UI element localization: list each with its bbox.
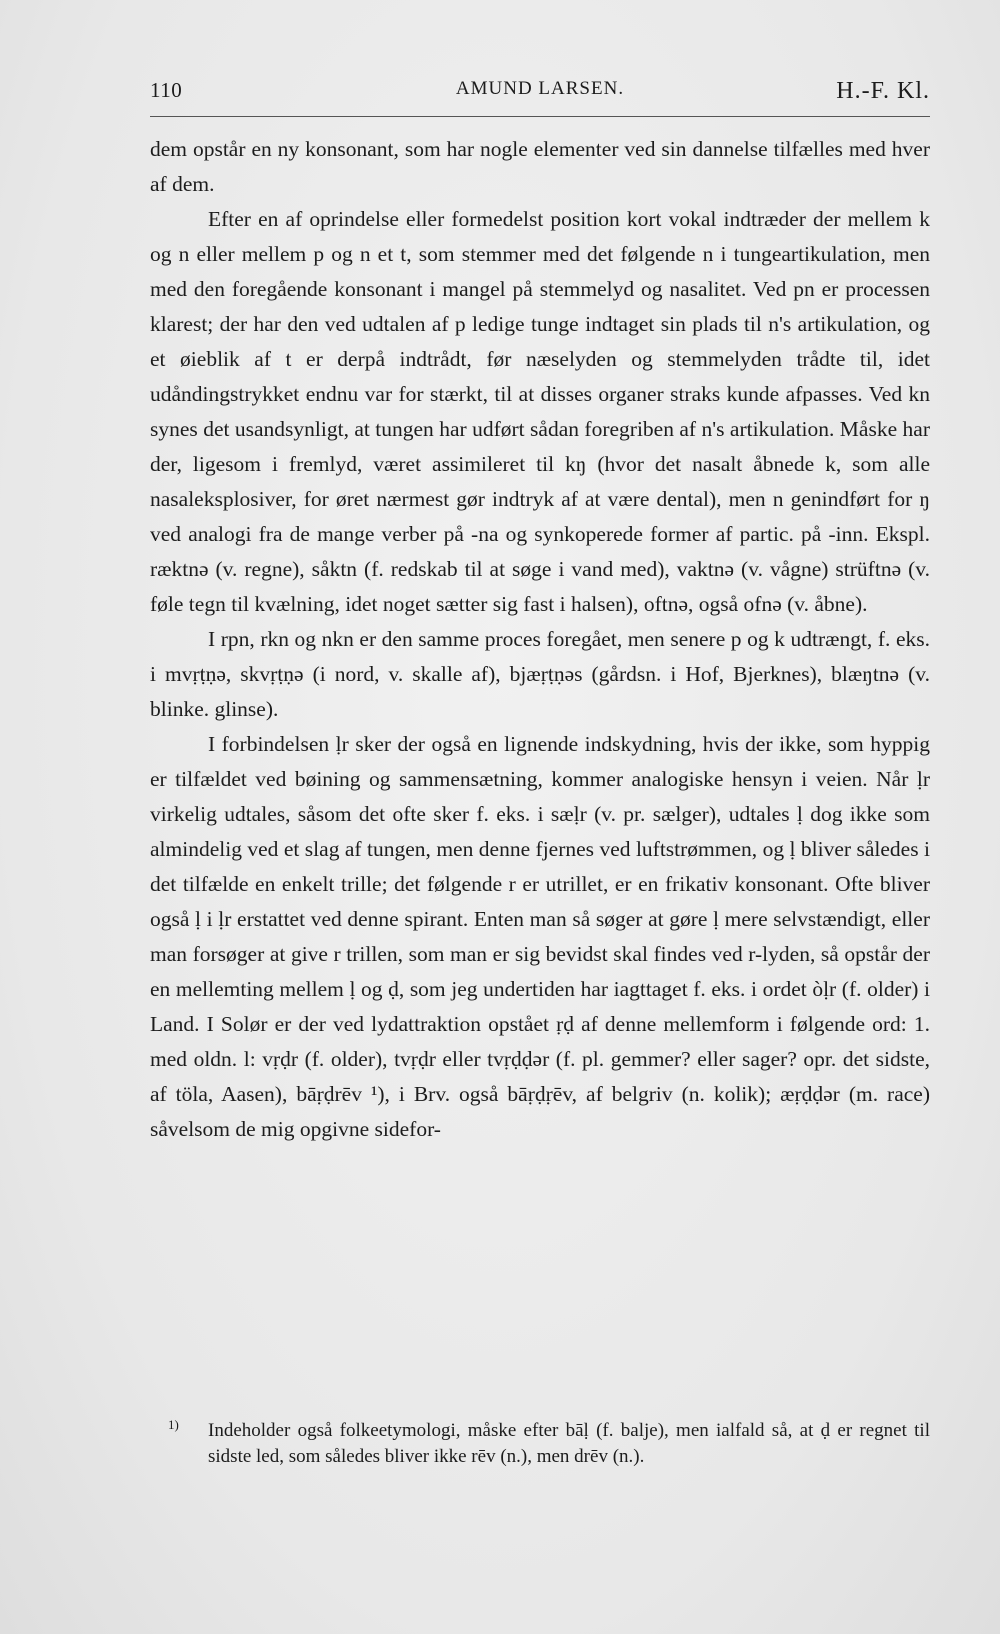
- running-title: AMUND LARSEN.: [455, 78, 625, 99]
- body-text: [150, 132, 930, 1147]
- series-label: H.-F. Kl.: [836, 78, 930, 104]
- paragraph: dem opstår en ny konsonant, som har nogle elementer ved sin dannelse tilfælles med hver af dem.: [150, 137, 930, 196]
- paragraph: I forbindelsen ḷr sker der også en lignende indskydning, hvis der ikke, som hyppig er tilfældet ved bøining og sammensætning, kommer analogiske hensyn i veien. Når ḷr virkelig udtales, såsom det ofte sker f. eks. i sæḷr (v. pr. sælger), udtales ḷ dog ikke som almindelig ved et slag af tungen, men denne fjernes ved luftstrømmen, og ḷ bliver således i det tilfælde en enkelt trille; det følgende r er utrillet, er en frikativ konsonant. Ofte bliver også ḷ i ḷr erstattet ved denne spirant. Enten man så søger at gøre ḷ mere selvstændigt, eller man forsøger at give r trillen, som man er sig bevidst skal findes ved r-lyden, så opstår der en mellemting mellem ḷ og ḍ, som jeg undertiden har iagttaget f. eks. i ordet òḷr (f. older) i Land. I Solør er der ved lydattraktion opstået ṛḍ af denne mellemform i følgende ord: 1. med oldn. l: vṛḍr (f. older), tvṛḍr eller tvṛḍḍər (f. pl. gemmer? eller sager? opr. det sidste, af töla, Aasen), bāṛḍrēv ¹), i Brv. også bāṛḍṛēv, af belgriv (n. kolik); æṛḍḍər (m. race) såvelsom de mig opgivne sidefor-: [150, 732, 930, 1141]
- footnote: [150, 1418, 930, 1470]
- page-number: 110: [150, 78, 183, 102]
- footnote-text: Indeholder også folkeetymologi, måske efter bāḷ (f. balje), men ialfald så, at ḍ er regnet til sidste led, som således bliver ikke rēv (n.), men drēv (n.).: [208, 1420, 930, 1467]
- running-header: [150, 78, 930, 108]
- header-rule: [150, 116, 930, 117]
- footnote-marker: 1): [168, 1417, 179, 1432]
- paragraph: I rpn, rkn og nkn er den samme proces foregået, men senere p og k udtrængt, f. eks. i mvṛṭṇə, skvṛṭṇə (i nord, v. skalle af), bjæṛṭṇəs (gårdsn. i Hof, Bjerknes), blæŋtnə (v. blinke. glinse).: [150, 627, 930, 721]
- paragraph: Efter en af oprindelse eller formedelst position kort vokal indtræder der mellem k og n eller mellem p og n et t, som stemmer med det følgende n i tungeartikulation, men med den foregående konsonant i mangel på stemmelyd og nasalitet. Ved pn er processen klarest; der har den ved udtalen af p ledige tunge indtaget sin plads til n's artikulation, og et øieblik af t er derpå indtrådt, før næselyden og stemmelyden trådte til, idet udåndingstrykket endnu var for stærkt, til at disses organer straks kunde afpasses. Ved kn synes det usandsynligt, at tungen har udført sådan foregriben af n's artikulation. Måske har der, ligesom i fremlyd, været assimileret til kŋ (hvor det nasalt åbnede k, som alle nasaleksplosiver, for øret nærmest gør indtryk af at være dental), men n genindført for ŋ ved analogi fra de mange verber på -na og synkoperede former af partic. på -inn. Ekspl. ræktnə (v. regne), såktn (f. redskab til at søge i vand med), vaktnə (v. vågne) strüftnə (v. føle tegn til kvælning, idet noget sætter sig fast i halsen), oftnə, også ofnə (v. åbne).: [150, 207, 930, 616]
